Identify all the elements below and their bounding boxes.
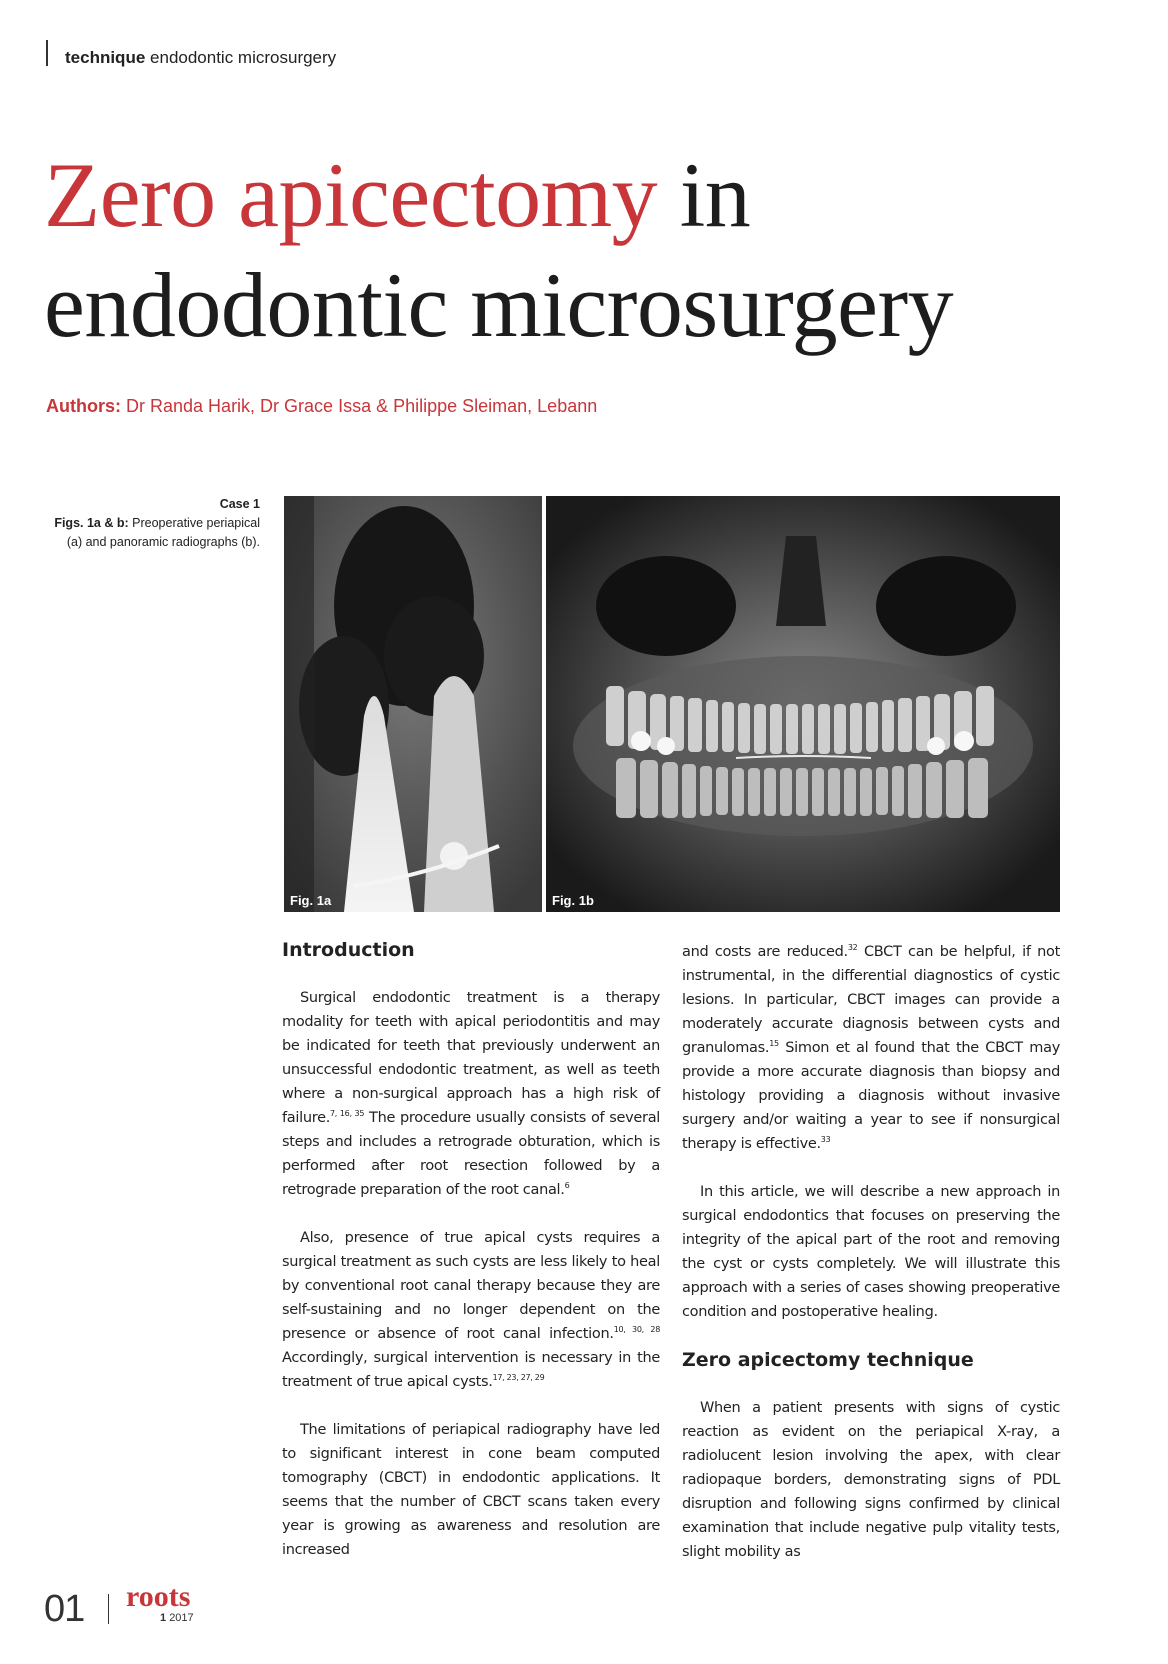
periapical-radiograph xyxy=(284,496,542,912)
authors-names: Dr Randa Harik, Dr Grace Issa & Philippe Sleiman, Lebann xyxy=(126,396,598,416)
page-number: 01 xyxy=(44,1588,85,1630)
figure-1a-label: Fig. 1a xyxy=(290,893,332,908)
paragraph-1: Surgical endodontic treatment is a therapy modality for teeth with apical periodontitis and may be indicated for teeth that previously underwent an unsuccessful endodontic treatment, as well as teeth where a non-surgical approach has a high risk of failure.$^{7, 16, 35}$ The procedure usually consists of several steps and includes a retrograde obturation, which is performed after root resection followed by a retrograde preparation of the root canal.$^6$ xyxy=(282,990,661,1198)
page-title xyxy=(44,140,953,360)
issue-info: 1 2017 xyxy=(160,1612,194,1624)
figure-1a xyxy=(284,496,542,912)
section-label: technique xyxy=(65,48,146,67)
footer-divider xyxy=(108,1594,109,1624)
topic-label: endodontic microsurgery xyxy=(150,48,337,67)
caption-text: Preoperative periapical (a) and panoramic radiographs (b). xyxy=(66,516,260,549)
intro-heading: Introduction xyxy=(282,939,415,961)
running-head xyxy=(46,40,336,66)
paragraph-3: The limitations of periapical radiography have led to significant interest in cone beam computed tomography (CBCT) in endodontic applications. It seems that the number of CBCT scans taken every year is growing as awareness and resolution are increased xyxy=(282,1422,660,1558)
body-column-1 xyxy=(282,938,660,1586)
caption-figs-label: Figs. 1a & b: xyxy=(54,516,129,530)
panoramic-radiograph xyxy=(546,496,1060,912)
figure-1b-label: Fig. 1b xyxy=(552,893,594,908)
body-column-2 xyxy=(682,940,1060,1588)
authors xyxy=(46,396,597,417)
paragraph-5: When a patient presents with signs of cystic reaction as evident on the periapical X-ray, a radiolucent lesion involving the apex, with clear radiopaque borders, demonstrating signs of PDL disruption and following signs confirmed by clinical examination that include negative pulp vitality tests, slight mobility as xyxy=(682,1400,1060,1560)
paragraph-2: Also, presence of true apical cysts requires a surgical treatment as such cysts are less likely to heal by conventional root canal therapy because they are self-sustaining and no longer dependent on the presence or absence of root canal infection.$^{10, 30, 28}$ Accordingly, surgical intervention is necessary in the treatment of true apical cysts.$^{17, 23, 27, 29}$ xyxy=(282,1230,661,1390)
journal-name: roots xyxy=(126,1580,191,1613)
title-rest: in xyxy=(657,144,751,246)
case-label: Case 1 xyxy=(219,497,260,511)
authors-label: Authors: xyxy=(46,396,121,416)
figure-1b xyxy=(546,496,1060,912)
figure-caption xyxy=(40,495,260,552)
title-highlight: Zero apicectomy xyxy=(44,144,658,246)
paragraph-3-continued: and costs are reduced.$^{32}$ CBCT can be helpful, if not instrumental, in the differential diagnostics of cystic lesions. In particular, CBCT images can provide a moderately accurate diagnosis between cysts and granulomas.$^{15}$ Simon et al found that the CBCT may provide a more accurate diagnosis than biopsy and histology providing a diagnosis without invasive surgery and/or waiting a year to see if nonsurgical therapy is effective.$^{33}$ xyxy=(682,943,1060,1152)
zero-heading: Zero apicectomy technique xyxy=(682,1349,974,1371)
paragraph-4: In this article, we will describe a new approach in surgical endodontics that focuses on preserving the integrity of the apical part of the root and removing the cyst or cysts completely. We will illustrate this approach with a series of cases showing preoperative condition and postoperative healing. xyxy=(682,1184,1060,1320)
title-line2: endodontic microsurgery xyxy=(44,254,954,356)
